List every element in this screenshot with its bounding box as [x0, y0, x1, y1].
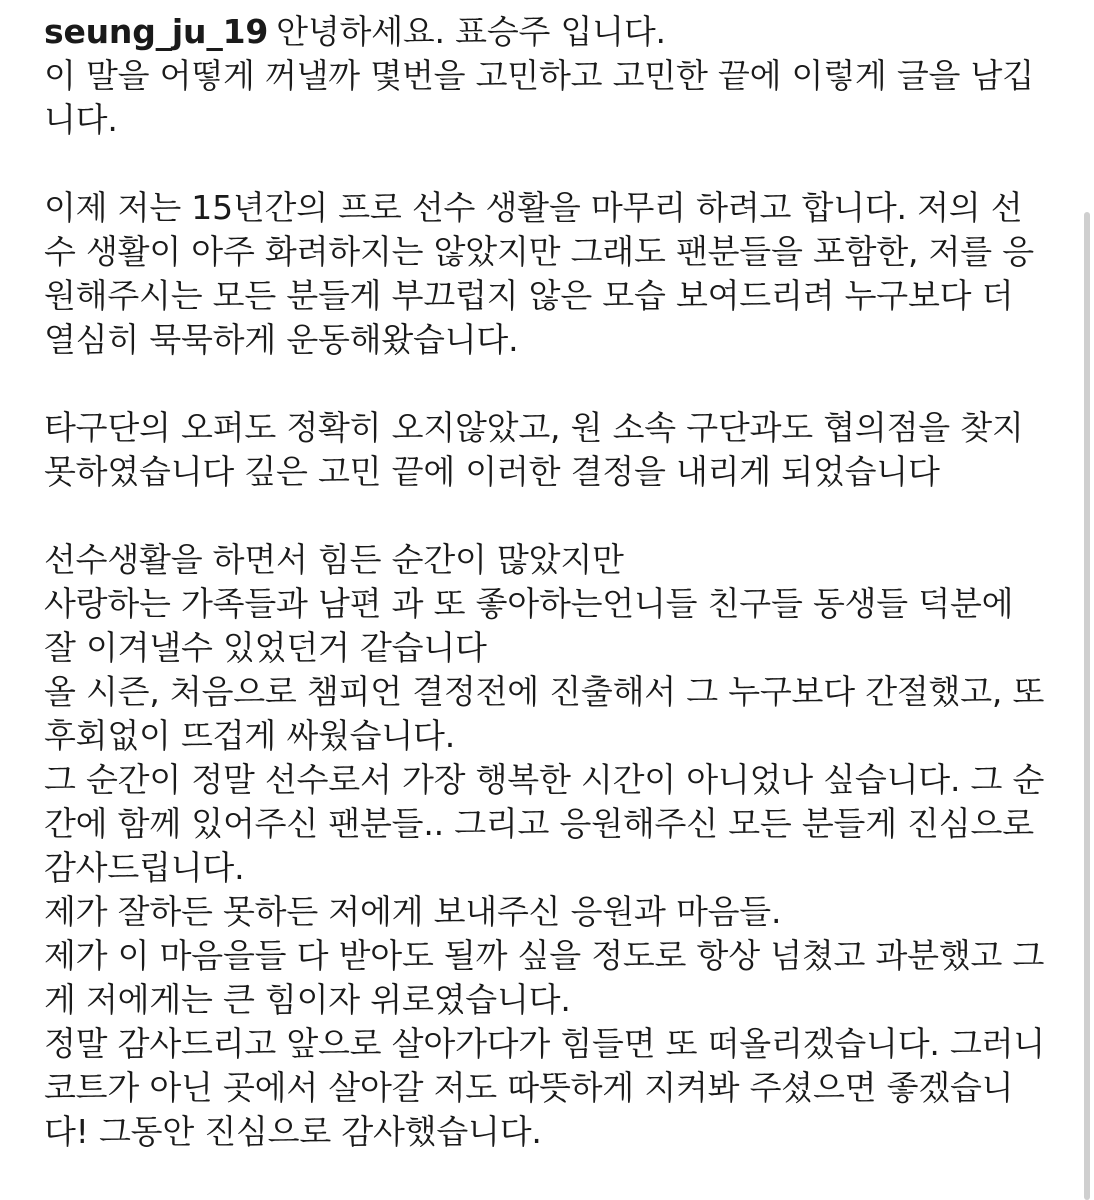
caption-line-9: 못하였습니다 깊은 고민 끝에 이러한 결정을 내리게 되었습니다 [44, 452, 940, 491]
caption-line-8: 타구단의 오퍼도 정확히 오지않았고, 원 소속 구단과도 협의점을 찾지 [44, 408, 1024, 447]
caption-line-17: 감사드립니다. [44, 848, 245, 887]
caption-line-7: 열심히 묵묵하게 운동해왔습니다. [44, 320, 519, 359]
username-link[interactable]: seung_ju_19 [44, 12, 269, 51]
caption-line-14: 후회없이 뜨겁게 싸웠습니다. [44, 716, 456, 755]
caption-line-18: 제가 잘하든 못하든 저에게 보내주신 응원과 마음들. [44, 892, 782, 931]
caption-line-16: 간에 함께 있어주신 팬분들.. 그리고 응원해주신 모든 분들게 진심으로 [44, 804, 1034, 843]
caption-line-13: 올 시즌, 처음으로 챔피언 결정전에 진출해서 그 누구보다 간절했고, 또 [44, 672, 1045, 711]
caption-line-22: 코트가 아닌 곳에서 살아갈 저도 따뜻하게 지켜봐 주셨으면 좋겠습니 [44, 1068, 1014, 1107]
caption-line-19: 제가 이 마음을들 다 받아도 될까 싶을 정도로 항상 넘쳤고 과분했고 그 [44, 936, 1045, 975]
caption-line-12: 잘 이겨낼수 있었던거 같습니다 [44, 628, 487, 667]
caption-line-11: 사랑하는 가족들과 남편 과 또 좋아하는언니들 친구들 동생들 덕분에 [44, 584, 1014, 623]
caption-line-6: 원해주시는 모든 분들게 부끄럽지 않은 모습 보여드리려 누구보다 더 [44, 276, 1014, 315]
greeting-text: 안녕하세요. 표승주 입니다. [276, 12, 666, 51]
caption-line-15: 그 순간이 정말 선수로서 가장 행복한 시간이 아니었나 싶습니다. 그 순 [44, 760, 1045, 799]
caption-line-21: 정말 감사드리고 앞으로 살아가다가 힘들면 또 떠올리겠습니다. 그러니 [44, 1024, 1045, 1063]
caption-line-10: 선수생활을 하면서 힘든 순간이 많았지만 [44, 540, 624, 579]
caption-line-2: 이 말을 어떻게 꺼낼까 몇번을 고민하고 고민한 끝에 이렇게 글을 남깁 [44, 56, 1034, 95]
caption-line-4: 이제 저는 15년간의 프로 선수 생활을 마무리 하려고 합니다. 저의 선 [44, 188, 1023, 227]
caption-line-20: 게 저에게는 큰 힘이자 위로였습니다. [44, 980, 571, 1019]
post-caption [44, 10, 1054, 1154]
caption-line-23: 다! 그동안 진심으로 감사했습니다. [44, 1112, 542, 1151]
caption-line-3: 니다. [44, 100, 118, 139]
caption-line-1 [44, 10, 1054, 54]
scrollbar[interactable] [1084, 212, 1090, 1200]
caption-line-5: 수 생활이 아주 화려하지는 않았지만 그래도 팬분들을 포함한, 저를 응 [44, 232, 1034, 271]
